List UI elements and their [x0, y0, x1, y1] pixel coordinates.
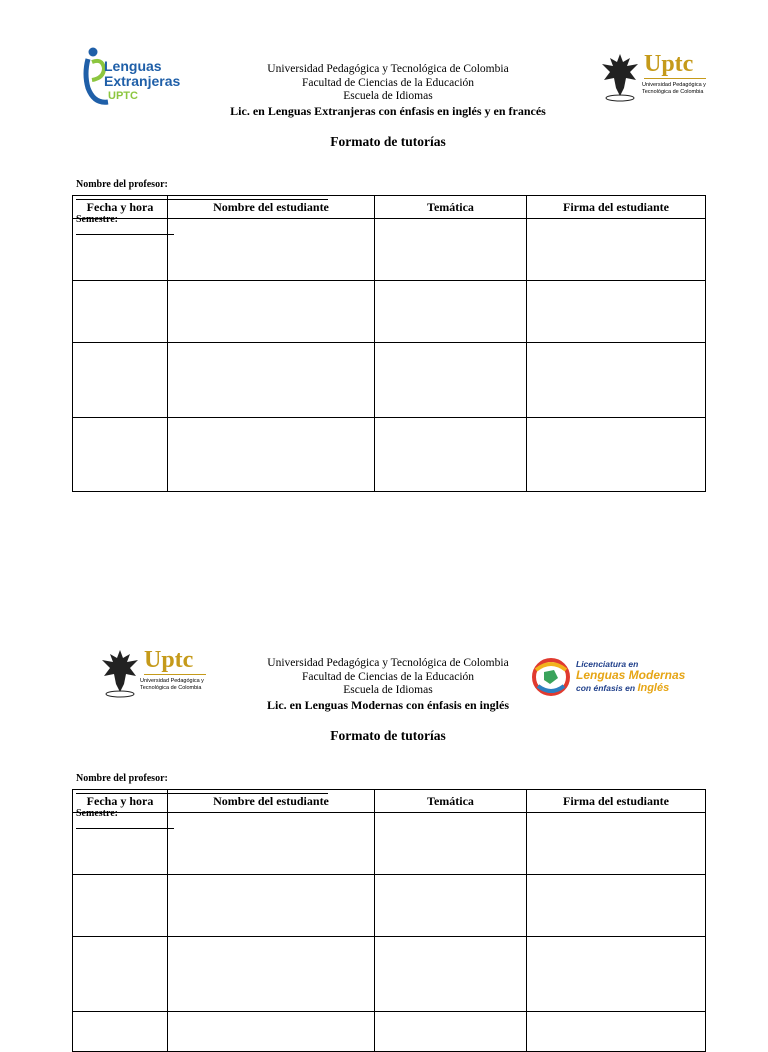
semester-label: Semestre:: [76, 214, 119, 225]
university-name: Universidad Pedagógica y Tecnológica de Colombia: [267, 63, 509, 75]
signature-cell[interactable]: [527, 875, 706, 937]
topic-cell[interactable]: [375, 875, 527, 937]
date-time-cell[interactable]: [73, 937, 168, 1012]
table-header-row: [73, 790, 706, 813]
table-row: [73, 937, 706, 1012]
tutoring-table: [72, 195, 706, 492]
logo-line-3: UPTC: [108, 90, 138, 102]
table-row: [73, 219, 706, 281]
topic-cell[interactable]: [375, 343, 527, 418]
form-title: Formato de tutorías: [330, 728, 446, 743]
logo-line-2: Lenguas Modernas: [576, 668, 686, 682]
student-name-cell[interactable]: [168, 281, 375, 343]
student-name-cell[interactable]: [168, 219, 375, 281]
date-time-cell[interactable]: [73, 1012, 168, 1052]
date-time-cell[interactable]: [73, 813, 168, 875]
student-name-cell[interactable]: [168, 875, 375, 937]
faculty-name: Facultad de Ciencias de la Educación: [301, 670, 475, 683]
signature-cell[interactable]: [527, 1012, 706, 1052]
signature-cell[interactable]: [527, 281, 706, 343]
date-time-cell[interactable]: [73, 875, 168, 937]
semester-label: Semestre:: [76, 808, 119, 819]
uptc-subtitle-1: Universidad Pedagógica y: [642, 82, 706, 88]
date-time-cell[interactable]: [73, 281, 168, 343]
uptc-subtitle-1: Universidad Pedagógica y: [140, 678, 204, 684]
student-name-cell[interactable]: [168, 418, 375, 492]
table-row: [73, 875, 706, 937]
student-name-cell[interactable]: [168, 343, 375, 418]
uptc-brand: Uptc: [144, 647, 194, 673]
table-row: [73, 813, 706, 875]
column-header-topic: Temática: [375, 790, 527, 813]
school-name: Escuela de Idiomas: [343, 684, 433, 696]
logo-line-3-a: con énfasis en: [576, 683, 636, 693]
student-name-cell[interactable]: [168, 1012, 375, 1052]
logo-line-1: Lenguas: [104, 58, 162, 74]
program-name: Lic. en Lenguas Modernas con énfasis en inglés: [266, 698, 509, 712]
column-header-student-name: Nombre del estudiante: [168, 196, 375, 219]
table-row: [73, 1012, 706, 1052]
uptc-subtitle-2: Tecnológica de Colombia: [642, 88, 704, 95]
topic-cell[interactable]: [375, 281, 527, 343]
uptc-brand: Uptc: [644, 51, 694, 77]
topic-cell[interactable]: [375, 219, 527, 281]
professor-label: Nombre del profesor:: [76, 179, 168, 190]
form-title: Formato de tutorías: [330, 134, 446, 149]
signature-cell[interactable]: [527, 937, 706, 1012]
table-row: [73, 418, 706, 492]
topic-cell[interactable]: [375, 813, 527, 875]
column-header-date-time: Fecha y hora: [73, 196, 168, 219]
column-header-student-signature: Firma del estudiante: [527, 790, 706, 813]
school-name: Escuela de Idiomas: [343, 90, 433, 102]
date-time-cell[interactable]: [73, 343, 168, 418]
column-header-date-time: Fecha y hora: [73, 790, 168, 813]
logo-line-2: Extranjeras: [104, 73, 181, 89]
table-row: [73, 343, 706, 418]
tutoring-table: [72, 789, 706, 1052]
column-header-student-name: Nombre del estudiante: [168, 790, 375, 813]
uptc-subtitle-2: Tecnológica de Colombia: [140, 684, 202, 691]
faculty-name: Facultad de Ciencias de la Educación: [301, 76, 475, 89]
date-time-cell[interactable]: [73, 418, 168, 492]
column-header-topic: Temática: [375, 196, 527, 219]
logo-line-3-b: Inglés: [637, 682, 670, 694]
signature-cell[interactable]: [527, 219, 706, 281]
table-header-row: [73, 196, 706, 219]
signature-cell[interactable]: [527, 343, 706, 418]
topic-cell[interactable]: [375, 418, 527, 492]
logo-line-1: Licenciatura en: [576, 659, 639, 669]
program-name: Lic. en Lenguas Extranjeras con énfasis en inglés y en francés: [230, 104, 546, 118]
student-name-cell[interactable]: [168, 813, 375, 875]
topic-cell[interactable]: [375, 937, 527, 1012]
university-name: Universidad Pedagógica y Tecnológica de Colombia: [267, 657, 509, 669]
student-name-cell[interactable]: [168, 937, 375, 1012]
professor-label: Nombre del profesor:: [76, 773, 168, 784]
column-header-student-signature: Firma del estudiante: [527, 196, 706, 219]
signature-cell[interactable]: [527, 418, 706, 492]
table-row: [73, 281, 706, 343]
signature-cell[interactable]: [527, 813, 706, 875]
topic-cell[interactable]: [375, 1012, 527, 1052]
date-time-cell[interactable]: [73, 219, 168, 281]
